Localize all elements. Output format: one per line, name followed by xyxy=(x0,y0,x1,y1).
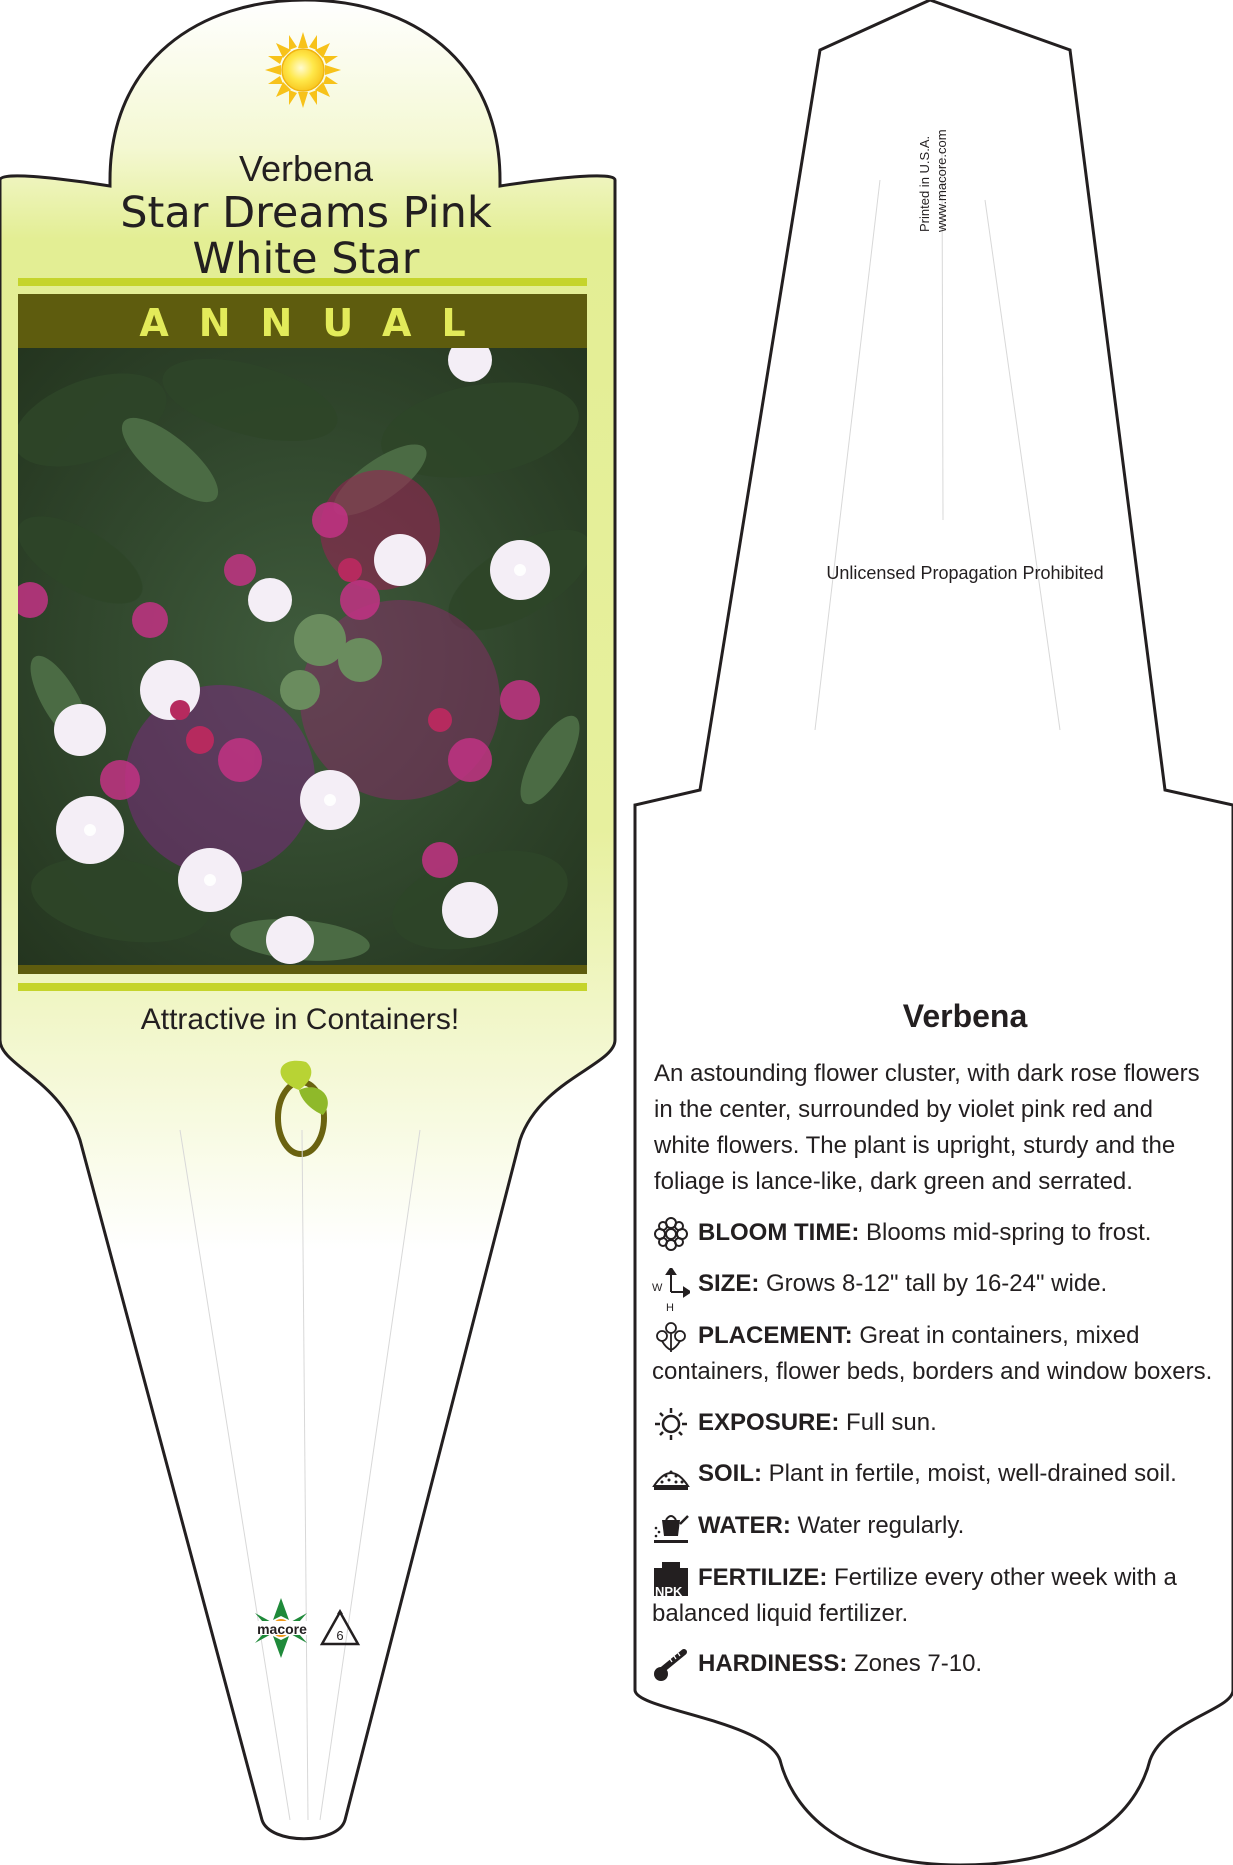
detail-text: Fertilize every other week with a balanced liquid fertilizer. xyxy=(652,1564,1177,1627)
detail-label: BLOOM TIME: xyxy=(698,1219,860,1246)
variety-title xyxy=(0,190,612,282)
detail-text: Great in containers, mixed containers, flower beds, borders and window boxers. xyxy=(652,1322,1213,1385)
variety-line-2: White Star xyxy=(192,234,420,284)
detail-water xyxy=(652,1508,1214,1544)
detail-hardiness xyxy=(652,1646,1214,1682)
variety-line-1: Star Dreams Pink xyxy=(120,188,492,238)
soil-icon xyxy=(652,1458,690,1492)
detail-label: EXPOSURE: xyxy=(698,1409,840,1436)
band-dark-bottom xyxy=(18,965,587,974)
printed-in-usa: Printed in U.S.A. xyxy=(917,135,932,232)
detail-text: Blooms mid-spring to frost. xyxy=(865,1219,1152,1246)
unlicensed-notice: Unlicensed Propagation Prohibited xyxy=(826,563,1104,583)
genus-title: Verbena xyxy=(238,148,374,189)
watering-can-icon xyxy=(652,1510,690,1544)
detail-label: PLACEMENT: xyxy=(698,1322,853,1349)
detail-label: FERTILIZE: xyxy=(698,1564,828,1591)
detail-soil xyxy=(652,1456,1214,1492)
size-w: W xyxy=(652,1281,663,1294)
band-light-bottom xyxy=(18,983,587,991)
detail-size xyxy=(652,1266,1214,1314)
size-arrows-icon xyxy=(652,1268,690,1314)
flower-icon xyxy=(652,1217,690,1251)
size-h: H xyxy=(666,1301,674,1314)
brand-name: macore xyxy=(257,1621,307,1637)
detail-text: Full sun. xyxy=(846,1409,937,1436)
detail-placement xyxy=(652,1318,1214,1390)
detail-label: SOIL: xyxy=(698,1460,762,1487)
back-title: Verbena xyxy=(902,998,1028,1034)
tagline: Attractive in Containers! xyxy=(140,1003,460,1036)
website: www.macore.com xyxy=(934,129,949,232)
recycle-number: 6 xyxy=(336,1628,344,1643)
detail-text: Zones 7-10. xyxy=(854,1650,983,1677)
description: An astounding flower cluster, with dark rose flowers in the center, surrounded by violet pink red and white flowers. The plant is upright, sturdy and the foliage is lance-like, dark green and serrated. xyxy=(654,1060,1200,1195)
thermometer-icon xyxy=(652,1648,690,1682)
flower-photo xyxy=(1,338,607,967)
npk-text: NPK xyxy=(655,1583,683,1599)
detail-label: SIZE: xyxy=(698,1270,760,1297)
category-label: ANNUAL xyxy=(139,301,496,345)
detail-label: HARDINESS: xyxy=(698,1650,848,1677)
sun-outline-icon xyxy=(652,1407,690,1441)
detail-fertilize xyxy=(652,1560,1214,1632)
detail-text: Water regularly. xyxy=(797,1512,965,1539)
detail-exposure xyxy=(652,1405,1214,1441)
detail-text: Plant in fertile, moist, well-drained soil. xyxy=(768,1460,1177,1487)
plants-icon xyxy=(652,1320,690,1354)
npk-icon xyxy=(652,1562,690,1599)
sun-icon xyxy=(265,32,341,108)
detail-bloom-time xyxy=(652,1215,1214,1251)
detail-text: Grows 8-12" tall by 16-24" wide. xyxy=(766,1270,1108,1297)
detail-label: WATER: xyxy=(698,1512,791,1539)
